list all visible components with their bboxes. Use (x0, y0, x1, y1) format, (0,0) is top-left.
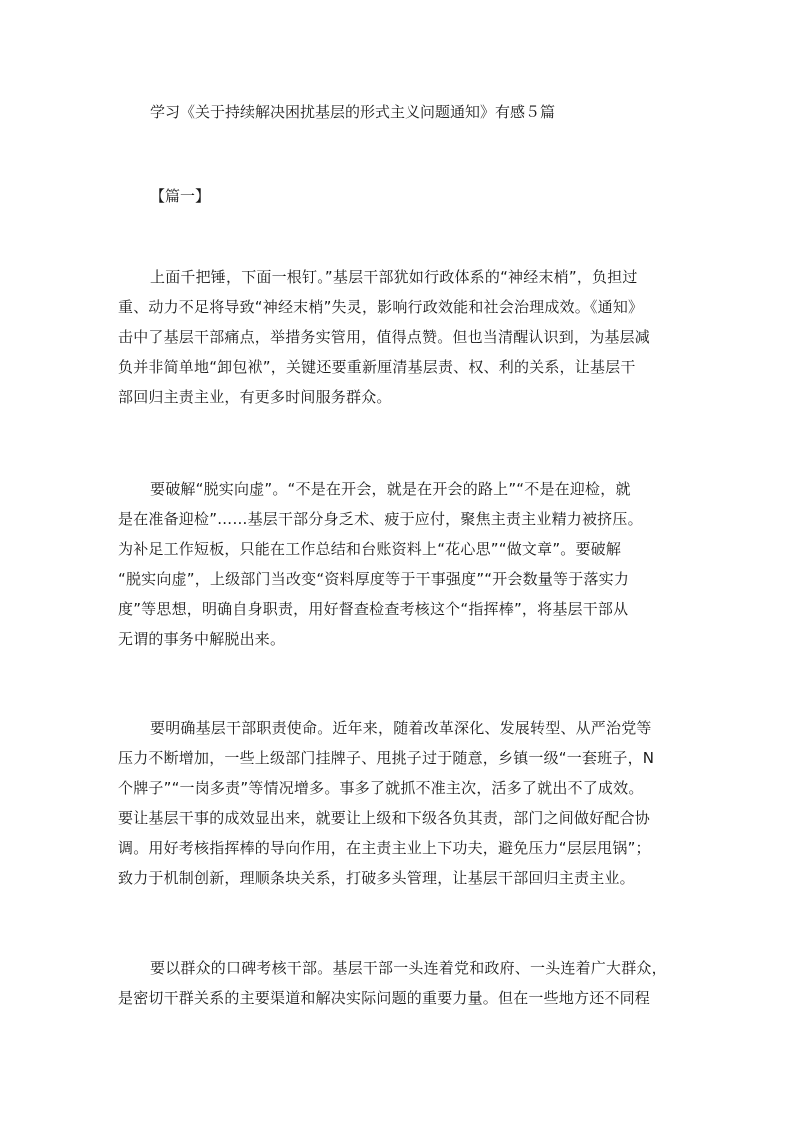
paragraph-line: 个牌子”“一岗多责”等情况增多。事多了就抓不准主次，活多了就出不了成效。 (118, 779, 644, 797)
section-heading: 【篇一】 (150, 187, 211, 205)
paragraph-line: 击中了基层干部痛点，举措务实管用，值得点赞。但也当清醒认识到，为基层减 (118, 328, 651, 346)
paragraph-line: 要破解“脱实向虚”。“不是在开会，就是在开会的路上”“不是在迎检，就 (150, 480, 631, 498)
paragraph-line: 为补足工作短板，只能在工作总结和台账资料上“花心思”“做文章”。要破解 (118, 540, 622, 558)
paragraph-line: 调。用好考核指挥棒的导向作用，在主责主业上下功夫，避免压力“层层甩锅”； (118, 839, 651, 857)
paragraph-line: 度”等思想，明确自身职责，用好督查检查考核这个“指挥棒”，将基层干部从 (118, 600, 629, 618)
paragraph (118, 262, 684, 412)
paragraph-line: 要以群众的口碑考核干部。基层干部一头连着党和政府、一头连着广大群众， (150, 959, 667, 977)
paragraph-line: 是在准备迎检”……基层干部分身乏术、疲于应付，聚焦主责主业精力被挤压。 (118, 510, 643, 528)
paragraph-line: 致力于机制创新，理顺条块关系，打破多头管理，让基层干部回归主责主业。 (118, 869, 635, 887)
paragraph-line: 上面千把锤，下面一根钉。”基层干部犹如行政体系的“神经末梢”，负担过 (150, 268, 638, 286)
paragraph (118, 953, 684, 1013)
paragraph-line: 部回归主责主业，有更多时间服务群众。 (118, 388, 392, 406)
paragraph-line: 是密切干群关系的主要渠道和解决实际问题的重要力量。但在一些地方还不同程 (118, 989, 651, 1007)
paragraph (118, 713, 684, 893)
paragraph-line: 要明确基层干部职责使命。近年来，随着改革深化、发展转型、从严治党等 (150, 719, 652, 737)
paragraph-line: 无谓的事务中解脱出来。 (118, 630, 286, 648)
paragraph-line: 重、动力不足将导致“神经末梢”失灵，影响行政效能和社会治理成效。《通知》 (118, 298, 644, 316)
paragraph-line: “脱实向虚”，上级部门当改变“资料厚度等于干事强度”“开会数量等于落实力 (118, 570, 630, 588)
document-title: 学习《关于持续解决困扰基层的形式主义问题通知》有感５篇 (150, 103, 556, 121)
paragraph-line: 负并非简单地“卸包袱”，关键还要重新厘清基层责、权、利的关系，让基层干 (118, 358, 636, 376)
paragraph (118, 474, 684, 654)
paragraph-line: 要让基层干事的成效显出来，就要让上级和下级各负其责，部门之间做好配合协 (118, 809, 651, 827)
paragraph-line: 压力不断增加，一些上级部门挂牌子、甩挑子过于随意，乡镇一级“一套班子，N (118, 749, 655, 767)
